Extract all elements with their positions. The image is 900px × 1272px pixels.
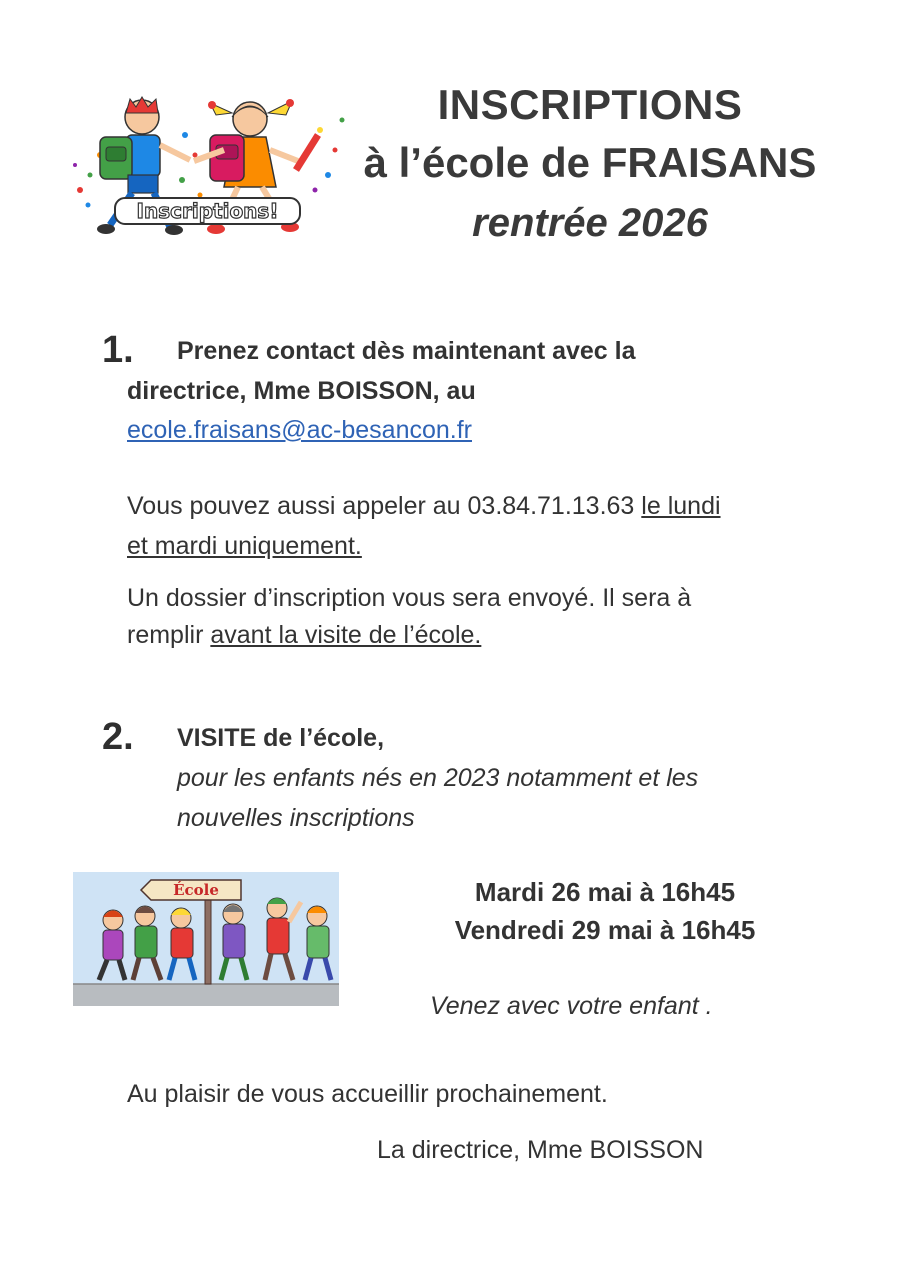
visit-date-2: Vendredi 29 mai à 16h45	[454, 915, 756, 945]
section2-heading: VISITE de l’école,	[177, 724, 385, 752]
section2-number: 2.	[102, 716, 134, 758]
title-rentree: rentrée 2026	[472, 201, 708, 245]
inscriptions-banner-text: Inscriptions!	[136, 199, 279, 223]
dossier-line1: Un dossier d’inscription vous sera envoyé. Il sera à	[127, 584, 692, 612]
document-title	[330, 76, 850, 254]
visit-date-1: Mardi 26 mai à 16h45	[474, 877, 736, 907]
signature: La directrice, Mme BOISSON	[377, 1136, 704, 1164]
phone-days-a: le lundi	[641, 492, 721, 520]
phone-line	[127, 492, 721, 521]
phone-text: Vous pouvez aussi appeler au 03.84.71.13.63	[127, 492, 635, 520]
phone-days-b: et mardi uniquement.	[127, 532, 362, 560]
section2-sub-line1: pour les enfants nés en 2023 notamment et les	[177, 764, 699, 792]
ecole-sign-text: École	[173, 881, 219, 899]
section1-line2: directrice, Mme BOISSON, au	[127, 377, 476, 405]
contact-email-link[interactable]: ecole.fraisans@ac-besancon.fr	[127, 416, 472, 444]
visit-dates	[410, 873, 800, 949]
title-inscriptions: INSCRIPTIONS	[437, 81, 743, 128]
kids-inscriptions-illustration	[70, 95, 350, 240]
section1-line1: Prenez contact dès maintenant avec la	[177, 337, 636, 365]
section2-sub-line2: nouvelles inscriptions	[177, 804, 415, 832]
school-walk-illustration	[73, 872, 339, 1006]
dossier-underlined: avant la visite de l’école.	[210, 621, 482, 649]
title-school: à l’école de FRAISANS	[363, 139, 817, 186]
closing-line: Au plaisir de vous accueillir prochainement.	[127, 1080, 608, 1108]
dossier-line2	[127, 621, 481, 650]
section1-number: 1.	[102, 329, 134, 371]
dossier-prefix: remplir	[127, 621, 204, 649]
visit-note: Venez avec votre enfant .	[430, 992, 713, 1020]
